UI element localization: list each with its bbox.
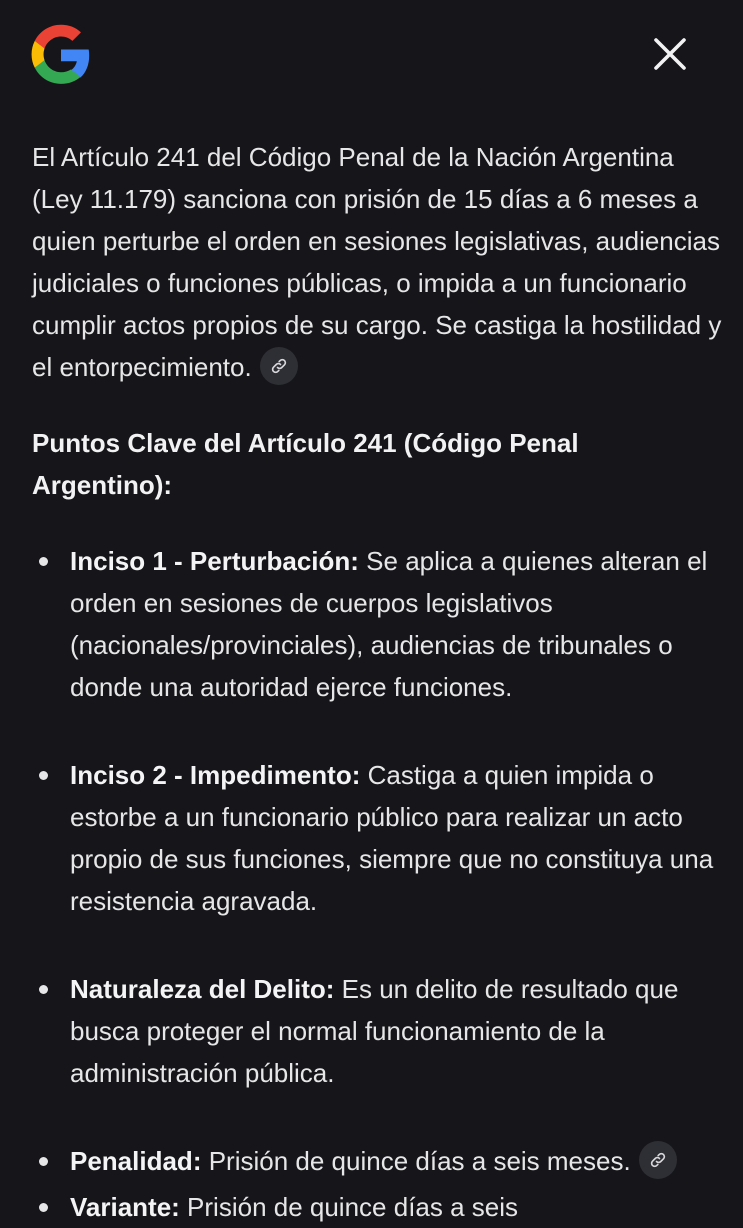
truncated-list-item <box>32 1186 722 1222</box>
google-g-icon <box>28 22 94 88</box>
key-points-list <box>32 540 722 1182</box>
list-item <box>32 1140 722 1182</box>
list-item <box>32 968 722 1094</box>
intro-text: El Artículo 241 del Código Penal de la Nación Argentina (Ley 11.179) sanciona con prisión de 15 días a 6 meses a quien perturbe el orden en sesiones legislativas, audiencias judiciales o funciones públicas, o impida a un funcionario cumplir actos propios de su cargo. Se castiga la hostilidad y el entorpecimiento. <box>32 142 722 382</box>
close-icon <box>652 36 688 72</box>
source-link-button[interactable] <box>260 347 298 385</box>
item-label: Variante: <box>70 1192 180 1222</box>
list-item <box>32 1186 722 1228</box>
answer-content <box>32 136 722 1228</box>
close-button[interactable] <box>640 24 700 84</box>
item-text: Se aplica a quienes alteran el orden en sesiones de cuerpos legislativos (nacionales/provinciales), audiencias de tribunales o donde una autoridad ejerce funciones. <box>70 546 708 703</box>
link-icon <box>270 357 288 375</box>
list-item <box>32 754 722 922</box>
item-text: Prisión de quince días a seis <box>179 1192 519 1222</box>
item-text: Castiga a quien impida o estorbe a un funcionario público para realizar un acto propio de sus funciones, siempre que no constituya una resistencia agravada. <box>70 760 714 917</box>
item-label: Inciso 2 - Impedimento: <box>70 760 361 791</box>
intro-paragraph <box>32 136 722 388</box>
item-text: Es un delito de resultado que busca proteger el normal funcionamiento de la administración pública. <box>70 974 679 1089</box>
item-label: Penalidad: <box>70 1146 202 1177</box>
section-heading: Puntos Clave del Artículo 241 (Código Penal Argentino): <box>32 428 579 501</box>
item-label: Inciso 1 - Perturbación: <box>70 546 359 577</box>
item-text: Prisión de quince días a seis meses. <box>201 1146 631 1177</box>
item-label: Naturaleza del Delito: <box>70 974 335 1005</box>
list-item <box>32 540 722 708</box>
top-bar <box>0 0 743 110</box>
source-link-button[interactable] <box>639 1141 677 1179</box>
link-icon <box>649 1151 667 1169</box>
